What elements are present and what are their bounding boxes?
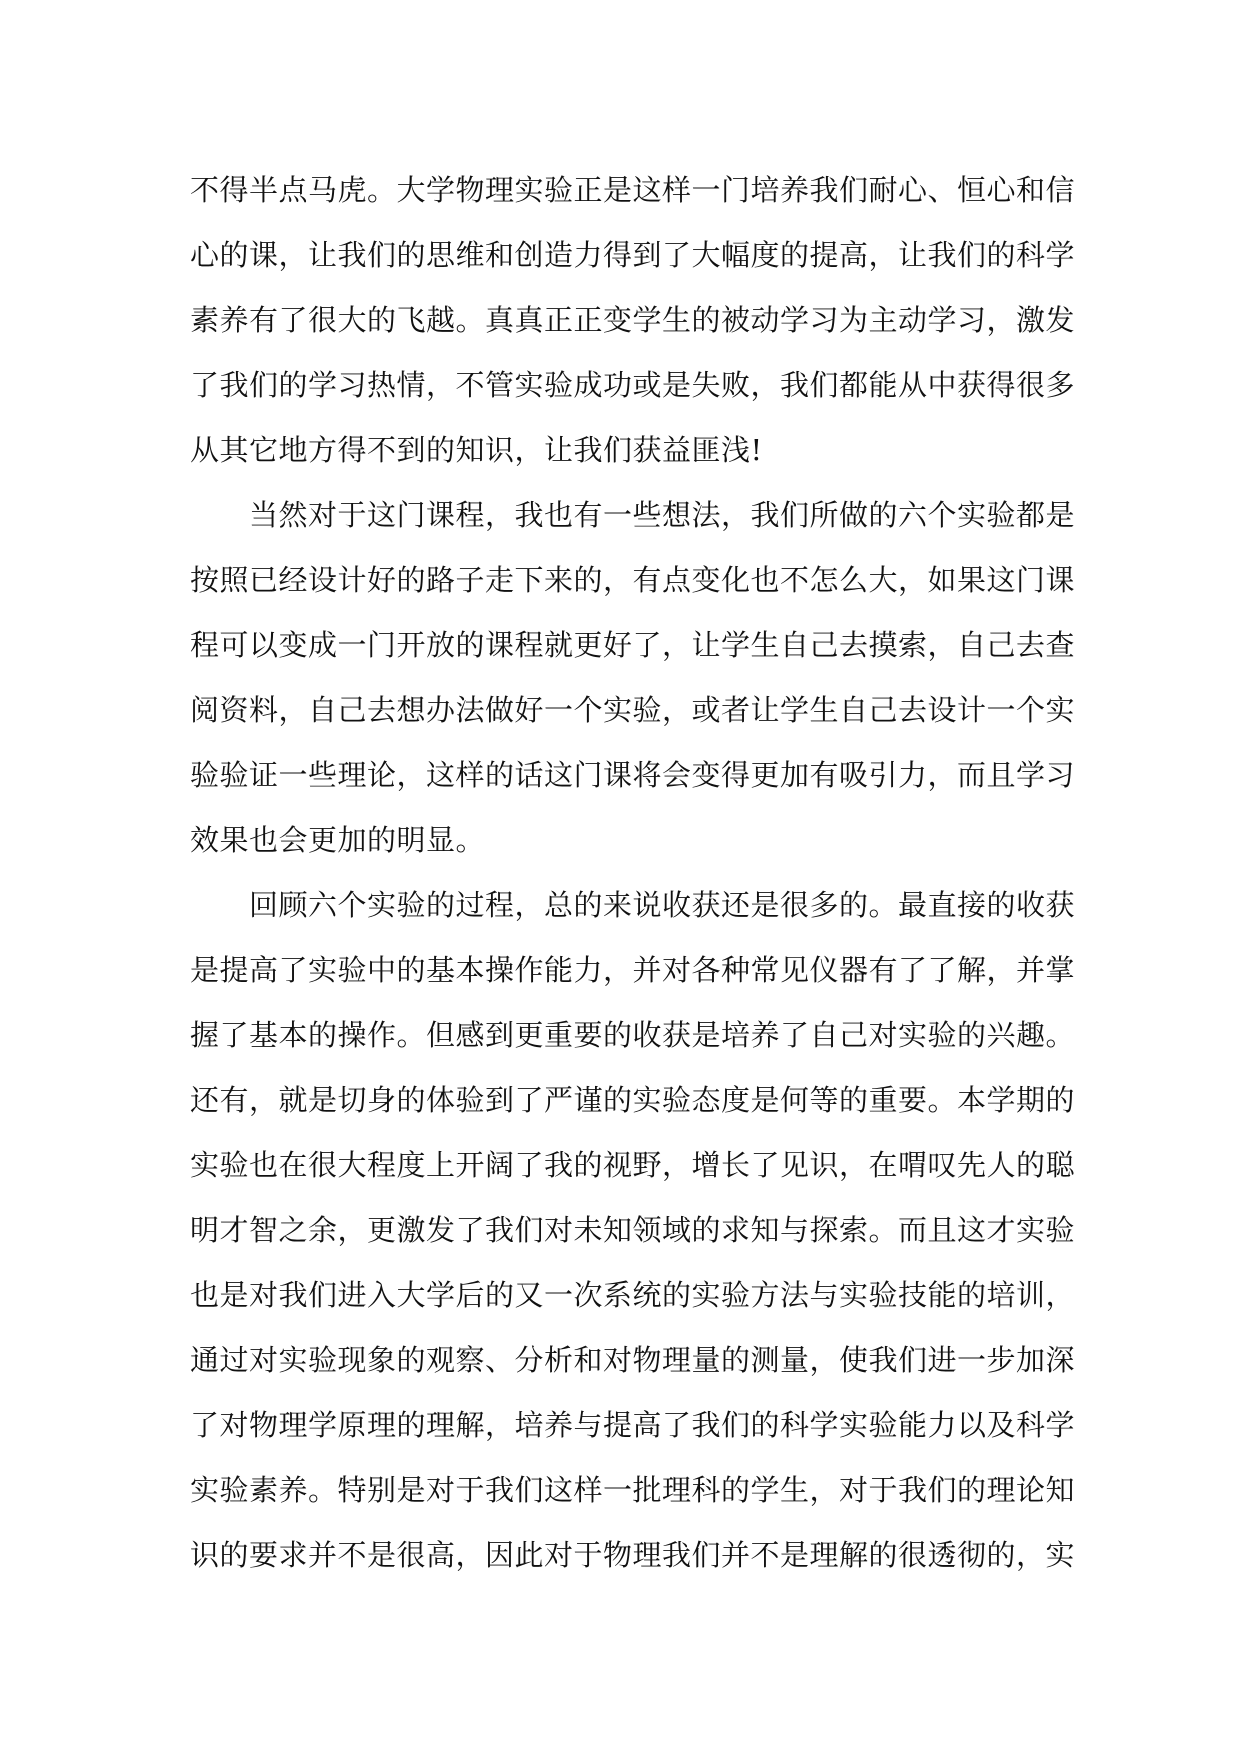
text-line: 素养有了很大的飞越。真真正正变学生的被动学习为主动学习，激发 — [190, 303, 1076, 337]
text-line: 识的要求并不是很高，因此对于物理我们并不是理解的很透彻的，实 — [190, 1538, 1076, 1572]
text-line: 阅资料，自己去想办法做好一个实验，或者让学生自己去设计一个实 — [190, 693, 1076, 727]
text-line: 回顾六个实验的过程，总的来说收获还是很多的。最直接的收获 — [190, 888, 1076, 922]
text-line: 了我们的学习热情，不管实验成功或是失败，我们都能从中获得很多 — [190, 368, 1076, 402]
body-text — [190, 158, 1076, 1588]
text-line: 也是对我们进入大学后的又一次系统的实验方法与实验技能的培训， — [190, 1278, 1076, 1312]
text-line: 验验证一些理论，这样的话这门课将会变得更加有吸引力，而且学习 — [190, 758, 1076, 792]
text-line: 是提高了实验中的基本操作能力，并对各种常见仪器有了了解，并掌 — [190, 953, 1076, 987]
text-line: 了对物理学原理的理解，培养与提高了我们的科学实验能力以及科学 — [190, 1408, 1076, 1442]
text-line: 通过对实验现象的观察、分析和对物理量的测量，使我们进一步加深 — [190, 1343, 1076, 1377]
text-line: 实验素养。特别是对于我们这样一批理科的学生，对于我们的理论知 — [190, 1473, 1076, 1507]
text-line: 从其它地方得不到的知识，让我们获益匪浅! — [190, 433, 763, 467]
text-line: 还有，就是切身的体验到了严谨的实验态度是何等的重要。本学期的 — [190, 1083, 1076, 1117]
text-line: 按照已经设计好的路子走下来的，有点变化也不怎么大，如果这门课 — [190, 563, 1076, 597]
text-line: 明才智之余，更激发了我们对未知领域的求知与探索。而且这才实验 — [190, 1213, 1076, 1247]
text-line: 实验也在很大程度上开阔了我的视野，增长了见识，在喟叹先人的聪 — [190, 1148, 1076, 1182]
text-line: 程可以变成一门开放的课程就更好了，让学生自己去摸索，自己去查 — [190, 628, 1076, 662]
text-line: 不得半点马虎。大学物理实验正是这样一门培养我们耐心、恒心和信 — [190, 173, 1076, 207]
text-line: 心的课，让我们的思维和创造力得到了大幅度的提高，让我们的科学 — [190, 238, 1076, 272]
text-line: 当然对于这门课程，我也有一些想法，我们所做的六个实验都是 — [190, 498, 1076, 532]
text-line: 效果也会更加的明显。 — [190, 823, 486, 857]
text-line: 握了基本的操作。但感到更重要的收获是培养了自己对实验的兴趣。 — [190, 1018, 1076, 1052]
